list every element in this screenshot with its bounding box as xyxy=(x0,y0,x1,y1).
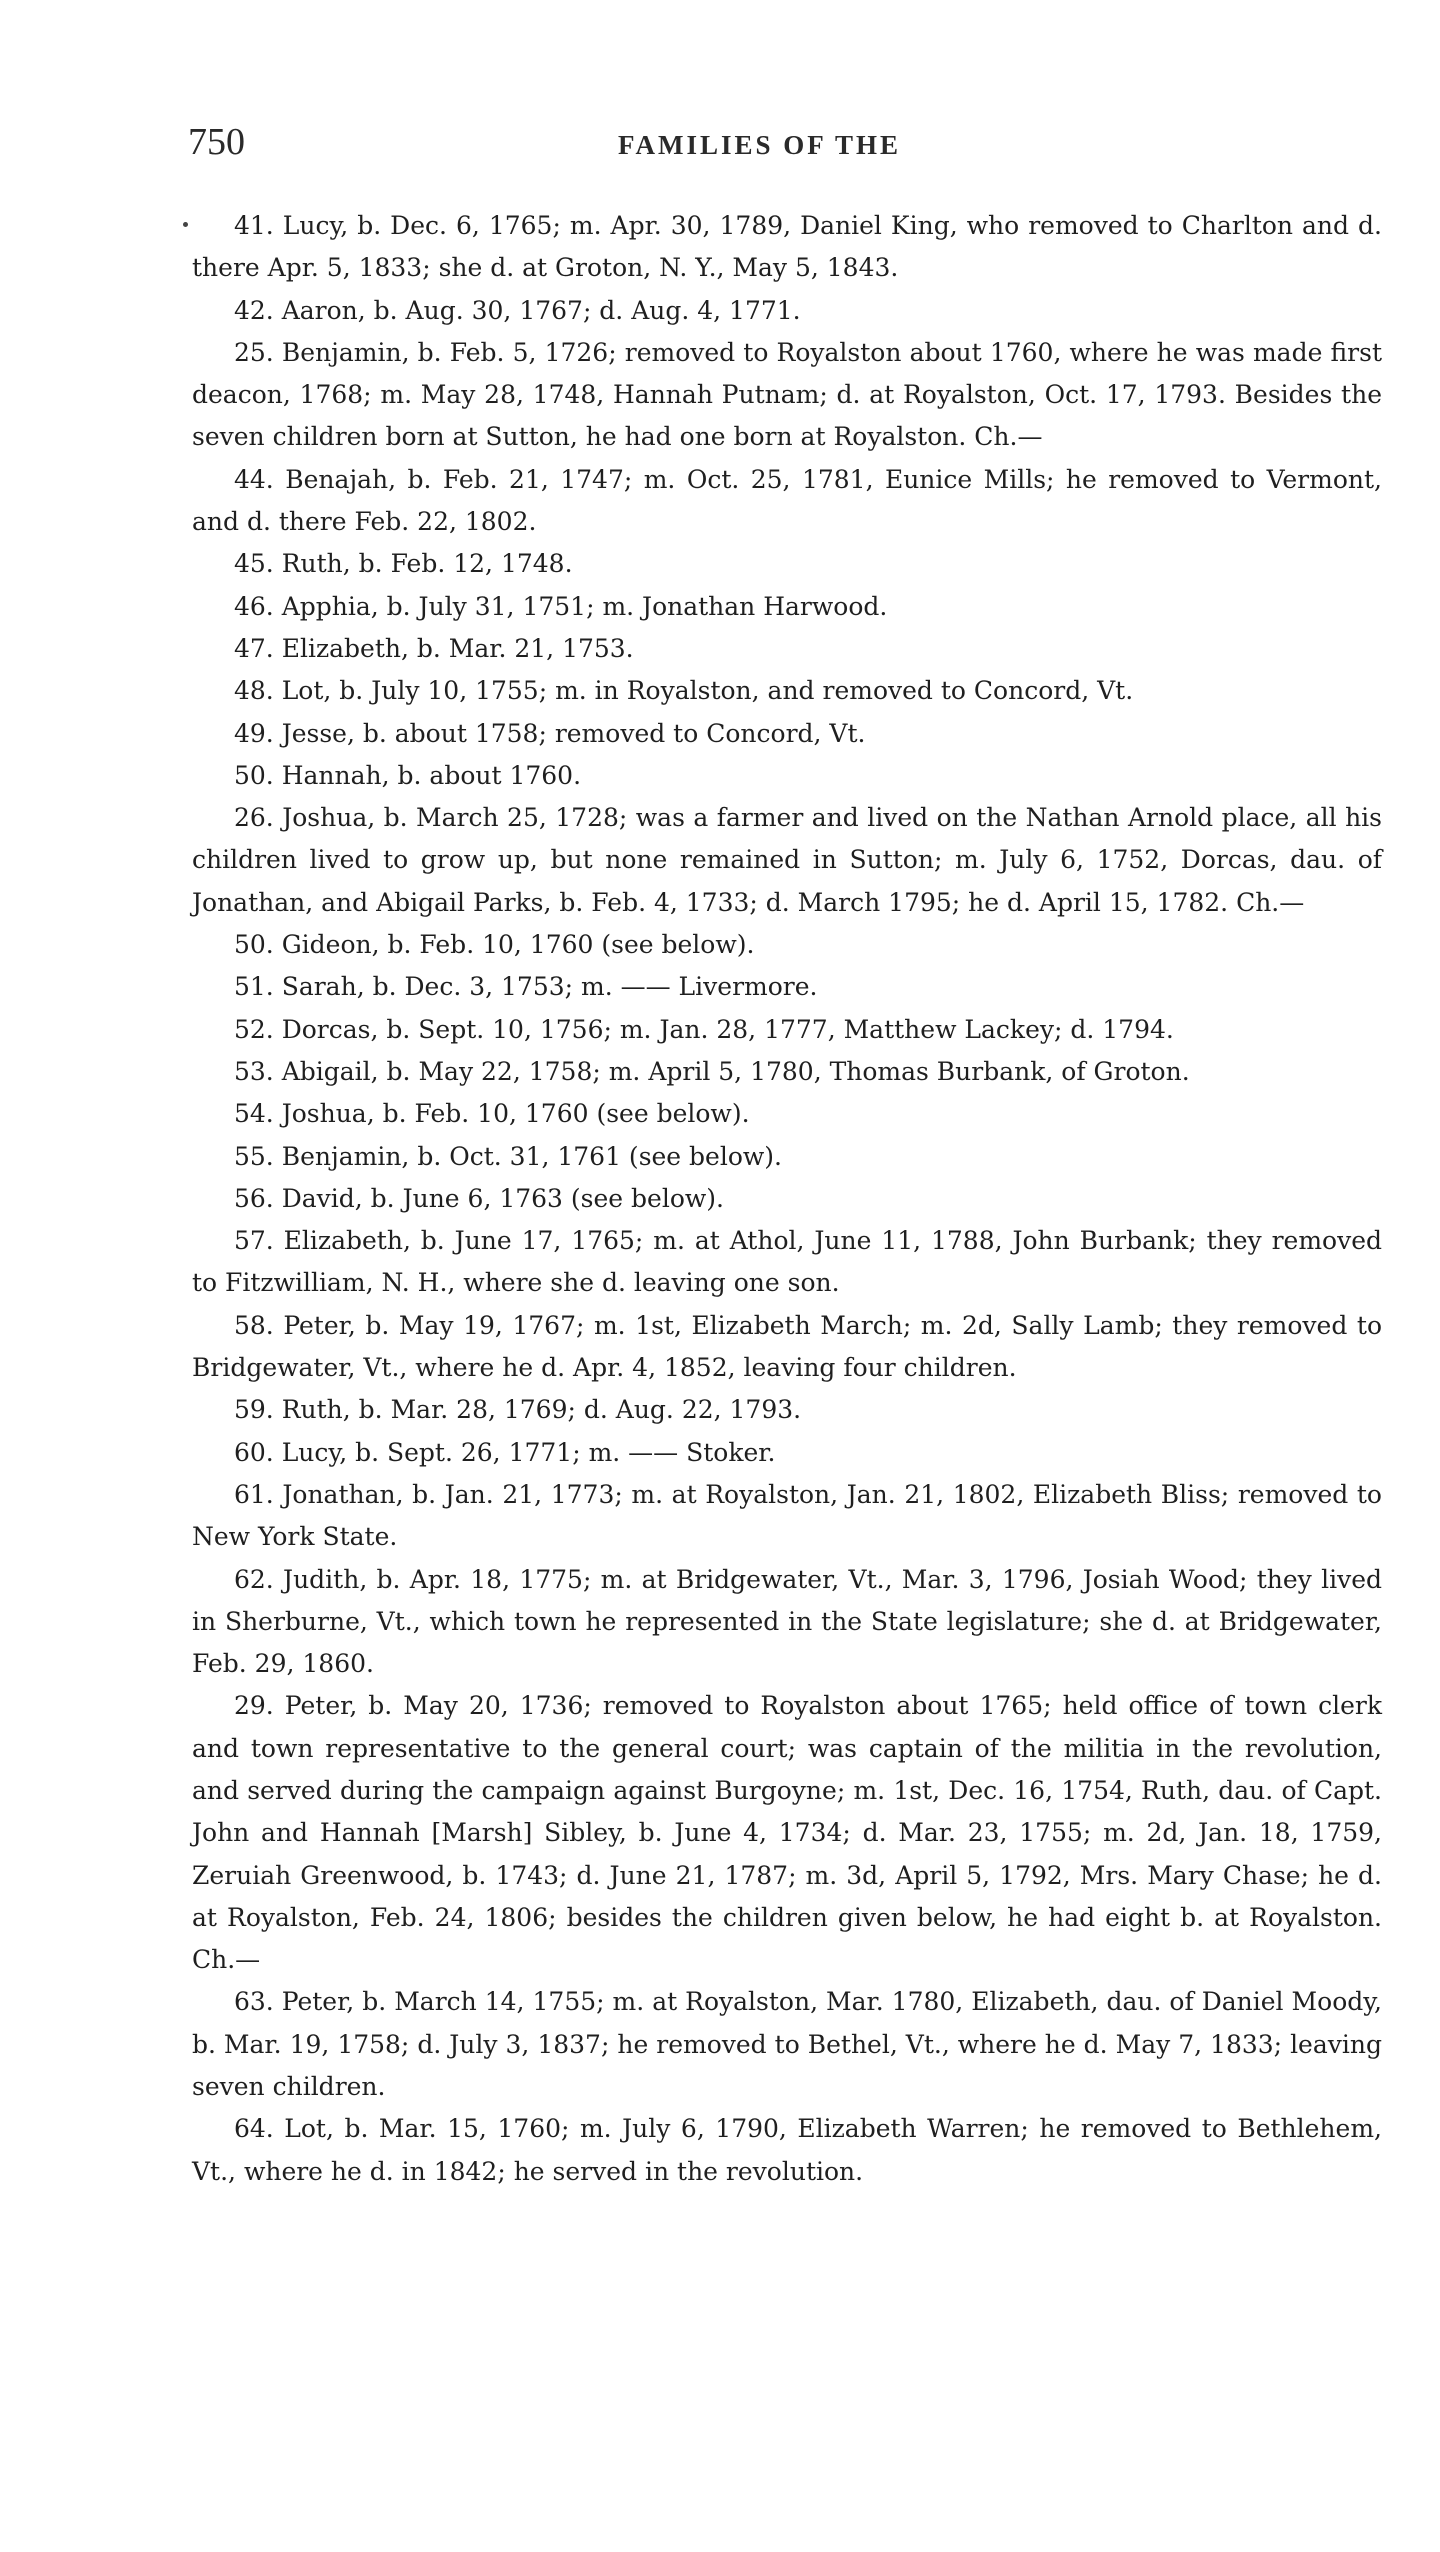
entry-25-benjamin: 25. Benjamin, b. Feb. 5, 1726; removed to Royalston about 1760, where he was made first deacon, 1768; m. May 28, 1748, Hannah Putnam; d. at Royalston, Oct. 17, 1793. Besides the seven children born at Sutton, he had one born at Royalston. Ch.— xyxy=(192,337,1382,452)
entry-50-gideon: 50. Gideon, b. Feb. 10, 1760 (see below). xyxy=(234,930,755,960)
entry-59-ruth: 59. Ruth, b. Mar. 28, 1769; d. Aug. 22, 1793. xyxy=(234,1395,802,1425)
entry-58-peter: 58. Peter, b. May 19, 1767; m. 1st, Elizabeth March; m. 2d, Sally Lamb; they removed to Bridgewater, Vt., where he d. Apr. 4, 1852, leaving four children. xyxy=(192,1310,1382,1383)
entry-42-aaron: 42. Aaron, b. Aug. 30, 1767; d. Aug. 4, 1771. xyxy=(234,295,801,325)
entry-29-peter: 29. Peter, b. May 20, 1736; removed to Royalston about 1765; held office of town clerk and town representative to the general court; was captain of the militia in the revolution, and served during the campaign against Burgoyne; m. 1st, Dec. 16, 1754, Ruth, dau. of Capt. John and Hannah [Marsh] Sibley, b. June 4, 1734; d. Mar. 23, 1755; m. 2d, Jan. 18, 1759, Zeruiah Greenwood, b. 1743; d. June 21, 1787; m. 3d, April 5, 1792, Mrs. Mary Chase; he d. at Royalston, Feb. 24, 1806; besides the children given below, he had eight b. at Royalston. Ch.— xyxy=(192,1691,1382,1975)
running-head: FAMILIES OF THE xyxy=(618,130,902,160)
entry-46-apphia: 46. Apphia, b. July 31, 1751; m. Jonathan Harwood. xyxy=(234,591,888,621)
entry-54-joshua: 54. Joshua, b. Feb. 10, 1760 (see below). xyxy=(234,1099,750,1129)
entry-53-abigail: 53. Abigail, b. May 22, 1758; m. April 5, 1780, Thomas Burbank, of Groton. xyxy=(234,1056,1190,1086)
entry-44-benajah: 44. Benajah, b. Feb. 21, 1747; m. Oct. 25, 1781, Eunice Mills; he removed to Vermont, and d. there Feb. 22, 1802. xyxy=(192,464,1382,537)
entry-48-lot: 48. Lot, b. July 10, 1755; m. in Royalston, and removed to Concord, Vt. xyxy=(234,676,1134,706)
entry-55-benjamin: 55. Benjamin, b. Oct. 31, 1761 (see below). xyxy=(234,1141,782,1171)
entry-45-ruth: 45. Ruth, b. Feb. 12, 1748. xyxy=(234,549,573,579)
margin-bullet-mark xyxy=(183,222,188,227)
entry-52-dorcas: 52. Dorcas, b. Sept. 10, 1756; m. Jan. 28, 1777, Matthew Lackey; d. 1794. xyxy=(234,1014,1174,1044)
entry-47-elizabeth: 47. Elizabeth, b. Mar. 21, 1753. xyxy=(234,633,634,663)
entry-63-peter: 63. Peter, b. March 14, 1755; m. at Royalston, Mar. 1780, Elizabeth, dau. of Daniel Moody, b. Mar. 19, 1758; d. July 3, 1837; he removed to Bethel, Vt., where he d. May 7, 1833; leaving seven children. xyxy=(192,1987,1382,2102)
entry-60-lucy: 60. Lucy, b. Sept. 26, 1771; m. —— Stoker. xyxy=(234,1437,776,1467)
entry-56-david: 56. David, b. June 6, 1763 (see below). xyxy=(234,1183,724,1213)
entry-62-judith: 62. Judith, b. Apr. 18, 1775; m. at Bridgewater, Vt., Mar. 3, 1796, Josiah Wood; they lived in Sherburne, Vt., which town he represented in the State legislature; she d. at Bridgewater, Feb. 29, 1860. xyxy=(192,1564,1382,1679)
entry-61-jonathan: 61. Jonathan, b. Jan. 21, 1773; m. at Royalston, Jan. 21, 1802, Elizabeth Bliss; removed to New York State. xyxy=(192,1479,1382,1552)
genealogy-text xyxy=(192,205,1382,2193)
entry-51-sarah: 51. Sarah, b. Dec. 3, 1753; m. —— Livermore. xyxy=(234,972,818,1002)
page-header xyxy=(188,120,1388,170)
page-number: 750 xyxy=(188,121,245,163)
entry-49-jesse: 49. Jesse, b. about 1758; removed to Concord, Vt. xyxy=(234,718,866,748)
entry-64-lot: 64. Lot, b. Mar. 15, 1760; m. July 6, 1790, Elizabeth Warren; he removed to Bethlehem, Vt., where he d. in 1842; he served in the revolution. xyxy=(192,2114,1382,2186)
entry-50-hannah: 50. Hannah, b. about 1760. xyxy=(234,760,582,790)
entry-57-elizabeth: 57. Elizabeth, b. June 17, 1765; m. at Athol, June 11, 1788, John Burbank; they removed to Fitzwilliam, N. H., where she d. leaving one son. xyxy=(192,1226,1382,1298)
entry-41-lucy: 41. Lucy, b. Dec. 6, 1765; m. Apr. 30, 1789, Daniel King, who removed to Charlton and d. there Apr. 5, 1833; she d. at Groton, N. Y., May 5, 1843. xyxy=(192,211,1382,283)
entry-26-joshua: 26. Joshua, b. March 25, 1728; was a farmer and lived on the Nathan Arnold place, all his children lived to grow up, but none remained in Sutton; m. July 6, 1752, Dorcas, dau. of Jonathan, and Abigail Parks, b. Feb. 4, 1733; d. March 1795; he d. April 15, 1782. Ch.— xyxy=(192,803,1382,917)
